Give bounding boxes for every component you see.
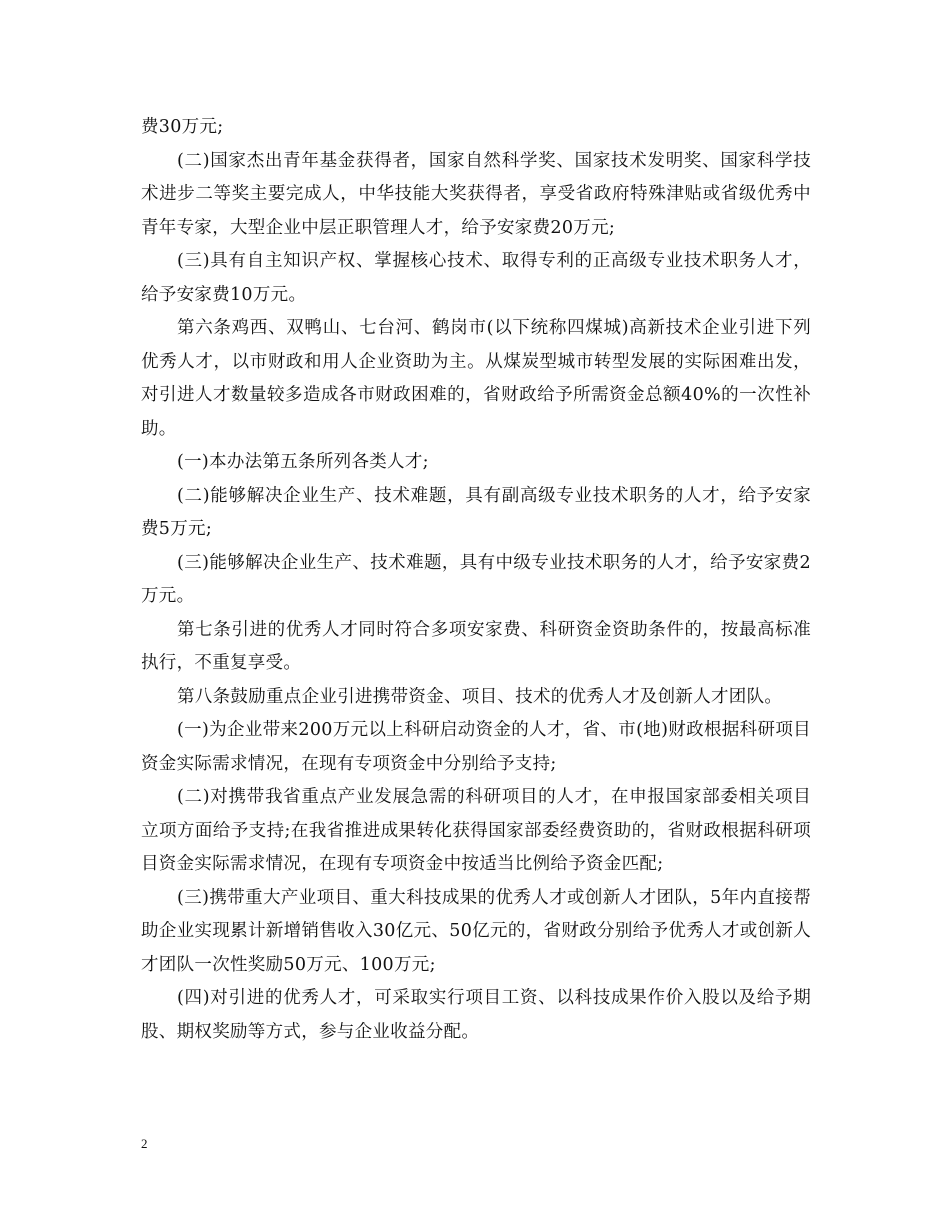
paragraph-11: (二)对携带我省重点产业发展急需的科研项目的人才，在申报国家部委相关项目立项方面给予支持;在我省推进成果转化获得国家部委经费资助的，省财政根据科研项目资金实际需求情况，在现有专项资金中按适当比例给予资金匹配; bbox=[141, 787, 811, 874]
paragraph-5: (一)本办法第五条所列各类人才; bbox=[177, 452, 429, 472]
page-number: 2 bbox=[141, 1136, 148, 1151]
paragraph-3: (三)具有自主知识产权、掌握核心技术、取得专利的正高级专业技术职务人才，给予安家费10万元。 bbox=[141, 251, 811, 305]
document-body bbox=[141, 111, 811, 1049]
paragraph-13: (四)对引进的优秀人才，可采取实行项目工资、以科技成果作价入股以及给予期股、期权奖励等方式，参与企业收益分配。 bbox=[141, 988, 811, 1042]
paragraph-10: (一)为企业带来200万元以上科研启动资金的人才，省、市(地)财政根据科研项目资金实际需求情况，在现有专项资金中分别给予支持; bbox=[141, 720, 811, 774]
paragraph-2: (二)国家杰出青年基金获得者，国家自然科学奖、国家技术发明奖、国家科学技术进步二等奖主要完成人，中华技能大奖获得者，享受省政府特殊津贴或省级优秀中青年专家，大型企业中层正职管理人才，给予安家费20万元; bbox=[141, 150, 811, 238]
paragraph-8: 第七条引进的优秀人才同时符合多项安家费、科研资金资助条件的，按最高标准执行，不重复享受。 bbox=[141, 619, 811, 673]
paragraph-12: (三)携带重大产业项目、重大科技成果的优秀人才或创新人才团队，5年内直接帮助企业实现累计新增销售收入30亿元、50亿元的，省财政分别给予优秀人才或创新人才团队一次性奖励50万元、100万元; bbox=[141, 887, 811, 975]
paragraph-1: 费30万元; bbox=[141, 117, 224, 137]
paragraph-7: (三)能够解决企业生产、技术难题，具有中级专业技术职务的人才，给予安家费2万元。 bbox=[141, 552, 811, 606]
paragraph-6: (二)能够解决企业生产、技术难题，具有副高级专业技术职务的人才，给予安家费5万元; bbox=[141, 485, 811, 539]
paragraph-9: 第八条鼓励重点企业引进携带资金、项目、技术的优秀人才及创新人才团队。 bbox=[177, 686, 783, 707]
paragraph-4: 第六条鸡西、双鸭山、七台河、鹤岗市(以下统称四煤城)高新技术企业引进下列优秀人才，以市财政和用人企业资助为主。从煤炭型城市转型发展的实际困难出发，对引进人才数量较多造成各市财政困难的，省财政给予所需资金总额40%的一次性补助。 bbox=[141, 318, 811, 439]
